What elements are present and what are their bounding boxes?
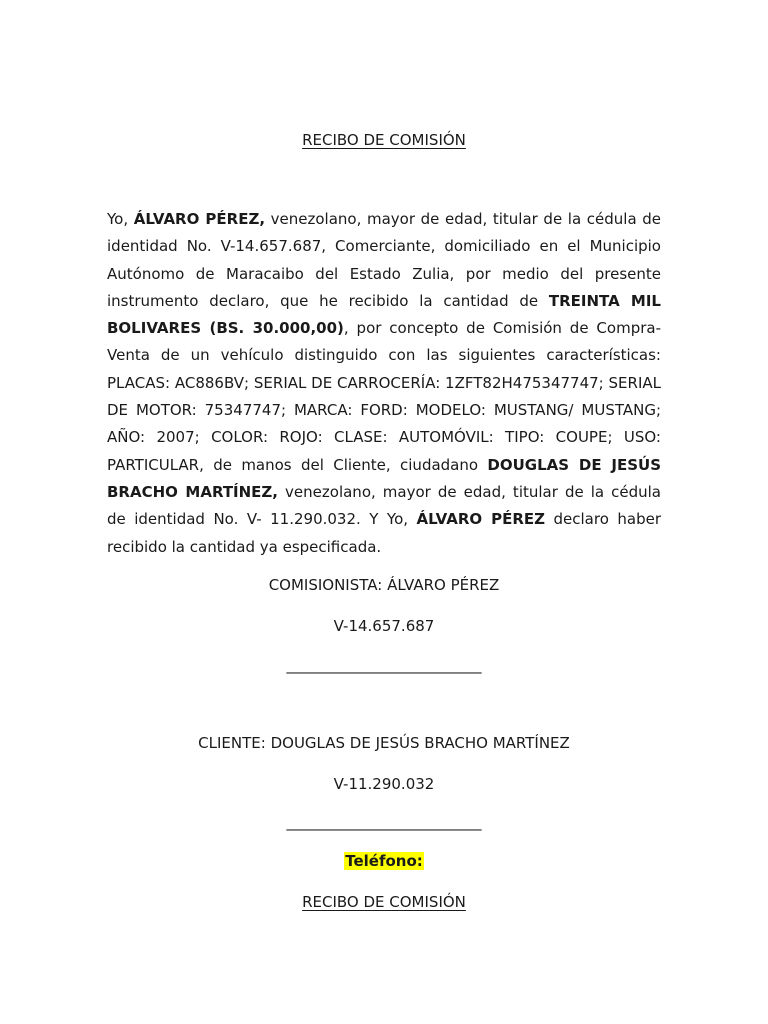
cliente-label: CLIENTE: DOUGLAS DE JESÚS BRACHO MARTÍNEZ xyxy=(198,734,570,752)
paragraph-text-4: venezolano, mayor de edad, titular de la cédula de identidad No. V- 11.290.032. Y Yo, xyxy=(107,482,662,529)
telefono-row xyxy=(0,852,768,870)
document-title: RECIBO DE COMISIÓN xyxy=(302,131,466,149)
comisionista-signature-line: __________________________ xyxy=(286,656,482,674)
commission-amount: TREINTA MIL BOLIVARES (BS. 30.000,00) xyxy=(107,291,661,338)
client-name: DOUGLAS DE JESÚS BRACHO MARTÍNEZ, xyxy=(107,455,662,501)
telefono-label: Teléfono: xyxy=(345,852,423,870)
paragraph-text-2: venezolano, mayor de edad, titular de la cédula de identidad No. V-14.657.687, Comerciante, domiciliado en el Municipio Autónomo de Maracaibo del Estado Zulia, por medio del presente instrumento declaro, que he recibido la cantidad de xyxy=(107,210,662,310)
comisionista-label: COMISIONISTA: ÁLVARO PÉREZ xyxy=(268,576,500,594)
paragraph-text-5: declaro haber recibido la cantidad ya especificada. xyxy=(107,510,661,556)
cliente-id: V-11.290.032 xyxy=(333,775,435,793)
document-title-repeat: RECIBO DE COMISIÓN xyxy=(302,893,466,911)
paragraph-text-1: Yo, xyxy=(107,210,134,228)
receipt-paragraph xyxy=(107,206,661,561)
comisionista-id: V-14.657.687 xyxy=(333,617,435,635)
commission-agent-name: ÁLVARO PÉREZ, xyxy=(133,210,266,228)
commission-agent-name-repeat: ÁLVARO PÉREZ xyxy=(416,510,546,529)
cliente-signature-line: __________________________ xyxy=(286,813,482,831)
paragraph-text-3: , por concepto de Comisión de Compra-Venta de un vehículo distinguido con las siguientes características: PLACAS: AC886BV; SERIAL DE CARROCERÍA: 1ZFT82H475347747; SERIAL DE MOTOR: 75347747; MARCA: FORD: MODELO: MUSTANG/ MUSTANG; AÑO: 2007; COLOR: ROJO: CLASE: AUTOMÓVIL: TIPO: COUPE; USO: PARTICULAR, de manos del Cliente, ciudadano xyxy=(107,319,661,474)
